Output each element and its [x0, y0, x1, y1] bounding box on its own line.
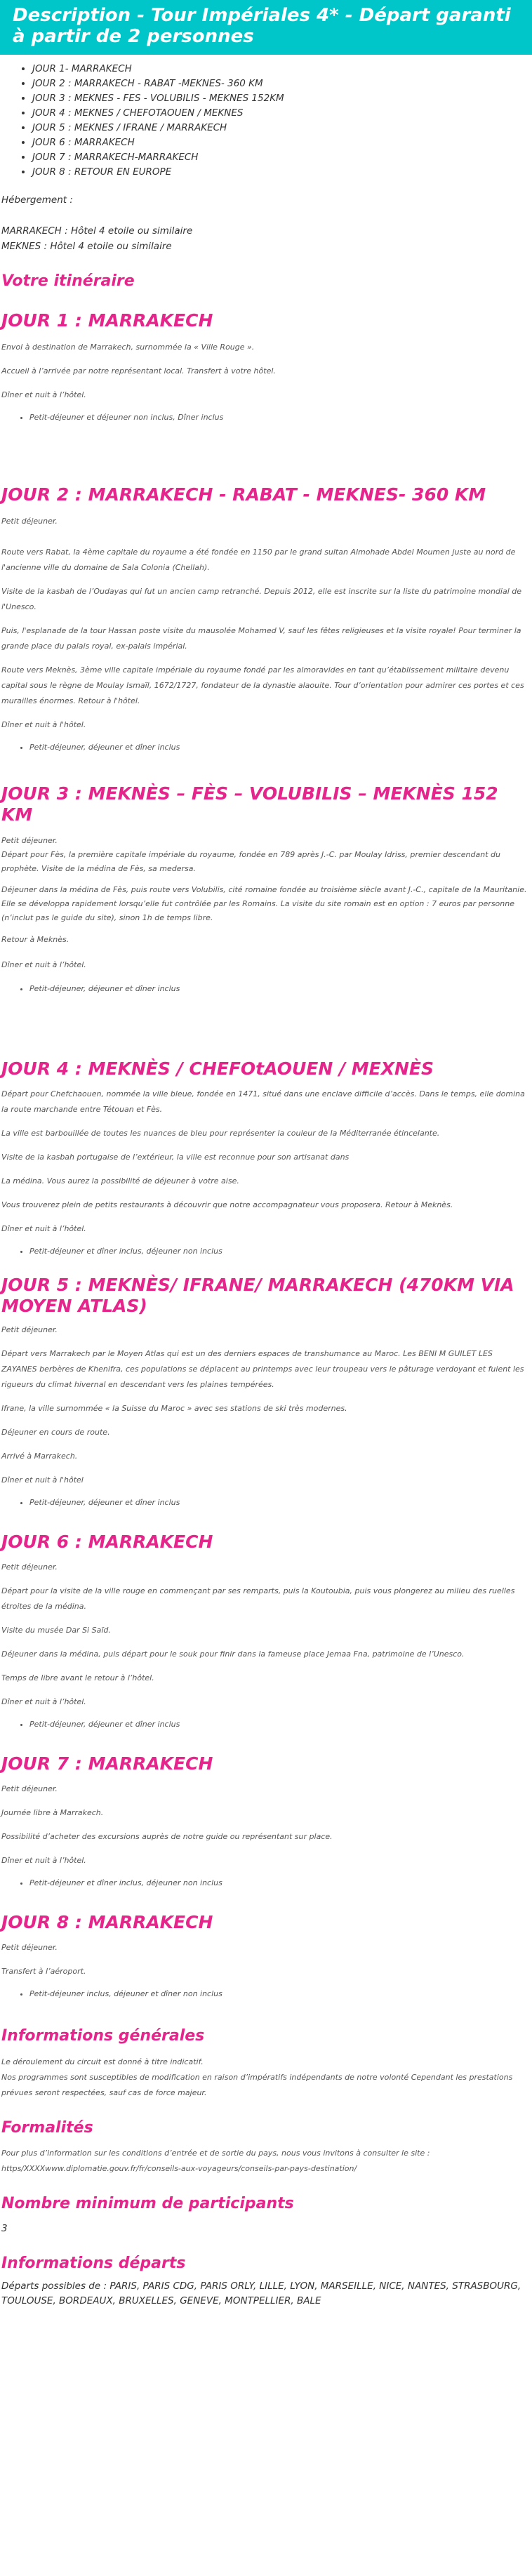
day-title: JOUR 1 : MARRAKECH [1, 310, 213, 331]
day-paragraph: Route vers Rabat, la 4ème capitale du royaume a été fondée en 1150 par le grand sultan Almohade Abdel Moumen juste au nord de l'ancienne ville du domaine de Sala Colonia (Chellah). [1, 547, 516, 573]
formalites-link[interactable]: https/XXXXwww.diplomatie.gouv.fr/fr/conseils-aux-voyageurs/conseils-par-pays-destination/ [1, 2163, 357, 2173]
day-paragraph: Accueil à l’arrivée par notre représentant local. Transfert à votre hôtel. [1, 366, 276, 376]
section-title: Formalités [1, 2118, 93, 2137]
day-title: JOUR 7 : MARRAKECH [1, 1753, 213, 1774]
day-paragraph: Départ vers Marrakech par le Moyen Atlas qui est un des derniers espaces de transhumance au Maroc. Les BENI M GUILET LES ZAYANES berbères de Khenifra, ces populations se déplacent au printemps avec leur troupeau vers le pâturage verdoyant et fuient les rigueurs du climat hivernal en descendant vers les plaines tempérées. [1, 1349, 524, 1390]
day-paragraph: Journée libre à Marrakech. [1, 1808, 104, 1818]
day-6 [1, 1532, 529, 1732]
min-participants [1, 2195, 529, 2236]
day-3 [1, 783, 529, 997]
day-paragraph: Visite de la kasbah de l’Oudayas qui fut un ancien camp retranché. Depuis 2012, elle est inscrite sur la liste du patrimoine mondial de l'Unesco. [1, 587, 522, 612]
hebergement-line: MARRAKECH : Hôtel 4 etoile ou similaire [1, 225, 193, 237]
day-5 [1, 1275, 529, 1511]
hebergement-line: MEKNES : Hôtel 4 etoile ou similaire [1, 240, 172, 252]
day-paragraph: Déjeuner dans la médina, puis départ pour le souk pour finir dans la fameuse place Jemaa Fna, patrimoine de l’Unesco. [1, 1649, 465, 1659]
day-paragraph: La médina. Vous aurez la possibilité de déjeuner à votre aise. [1, 1176, 239, 1186]
itinerary-title: Votre itinéraire [1, 272, 135, 290]
summary-item: • JOUR 2 : MARRAKECH - RABAT -MEKNES- 360 KM [32, 77, 529, 91]
day-paragraph: Envol à destination de Marrakech, surnommée la « Ville Rouge ». [1, 343, 255, 352]
day-8 [1, 1912, 529, 2002]
hebergement-list [1, 223, 529, 254]
day-paragraph: Petit déjeuner. [1, 1562, 58, 1572]
content [0, 62, 532, 2309]
page-banner [0, 0, 532, 55]
section-text: Pour plus d’information sur les conditions d’entrée et de sortie du pays, nous vous invitons à consulter le site : [1, 2148, 430, 2158]
day-paragraph: Petit déjeuner. [1, 1943, 58, 1953]
section-title: Nombre minimum de participants [1, 2194, 294, 2212]
day-paragraph: Dîner et nuit à l'hôtel. [1, 720, 86, 730]
day-paragraph: Possibilité d’acheter des excursions auprès de notre guide ou représentant sur place. [1, 1832, 333, 1842]
day-paragraph: Vous trouverez plein de petits restaurants à découvrir que notre accompagnateur vous proposera. Retour à Meknès. [1, 1200, 453, 1210]
summary-item: • JOUR 6 : MARRAKECH [32, 135, 529, 150]
day-paragraph: Dîner et nuit à l’hôtel. [1, 1697, 86, 1707]
day-paragraph: Déjeuner en cours de route. [1, 1428, 110, 1438]
formalites [1, 2119, 529, 2177]
day-4 [1, 1058, 529, 1259]
meals-info: • Petit-déjeuner, déjeuner et dîner inclus [29, 1717, 529, 1732]
day-title: JOUR 6 : MARRAKECH [1, 1532, 213, 1553]
summary-item: • JOUR 1- MARRAKECH [32, 62, 529, 77]
day-paragraph: Ifrane, la ville surnommée « la Suisse du Maroc » avec ses stations de ski très modernes. [1, 1404, 347, 1414]
day-paragraph: La ville est barbouillée de toutes les nuances de bleu pour représenter la couleur de la Méditerranée étincelante. [1, 1129, 440, 1138]
summary-item: • JOUR 5 : MEKNES / IFRANE / MARRAKECH [32, 121, 529, 135]
day-paragraph: Route vers Meknès, 3ème ville capitale impériale du royaume fondé par les almoravides en tant qu’établissement militaire devenu capital sous le règne de Moulay Ismaïl, 1672/1727, fondateur de la dynastie alaouite. Tour d’orientation pour admirer ces portes et ces murailles énormes. Retour à l'hôtel. [1, 665, 524, 706]
day-paragraph: Visite de la kasbah portugaise de l’extérieur, la ville est reconnue pour son artisanat dans [1, 1153, 350, 1162]
summary-list [1, 62, 529, 180]
day-paragraph: Dîner et nuit à l’hôtel. [1, 1856, 86, 1866]
day-paragraph: Dîner et nuit à l'hôtel [1, 1475, 84, 1485]
summary-item: • JOUR 4 : MEKNES / CHEFOTAOUEN / MEKNES [32, 106, 529, 121]
summary-item: • JOUR 7 : MARRAKECH-MARRAKECH [32, 150, 529, 165]
day-paragraph: Puis, l'esplanade de la tour Hassan poste visite du mausolée Mohamed V, sauf les fêtes religieuses et la visite royale! Pour terminer la grande place du palais royal, ex-palais impérial. [1, 626, 521, 651]
day-paragraph: Visite du musée Dar Si Saïd. [1, 1626, 111, 1635]
section-text: Nos programmes sont susceptibles de modification en raison d’impératifs indépendants de notre volonté Cependant les prestations prévues seront respectées, sauf cas de force majeur. [1, 2072, 513, 2097]
day-7 [1, 1753, 529, 1891]
day-1 [1, 310, 529, 425]
day-paragraph: Départ pour Chefchaouen, nommée la ville bleue, fondée en 1471, situé dans une enclave difficile d’accès. Dans le temps, elle domina la route marchande entre Tétouan et Fès. [1, 1089, 525, 1115]
departs-text: Départs possibles de : PARIS, PARIS CDG, PARIS ORLY, LILLE, LYON, MARSEILLE, NICE, NANTES, STRASBOURG, TOULOUSE, BORDEAUX, BRUXELLES, GENEVE, MONTPELLIER, BALE [1, 2280, 521, 2306]
day-paragraph: Départ pour la visite de la ville rouge en commençant par ses remparts, puis la Koutoubia, puis vous plongerez au milieu des ruelles étroites de la médina. [1, 1586, 515, 1612]
day-title: JOUR 5 : MEKNÈS/ IFRANE/ MARRAKECH (470KM VIA MOYEN ATLAS) [1, 1275, 514, 1317]
day-paragraph: Petit déjeuner. [1, 517, 58, 526]
day-paragraph: Dîner et nuit à l’hôtel. [1, 960, 86, 970]
day-paragraph: Petit déjeuner. [1, 1325, 58, 1335]
day-paragraph: Déjeuner dans la médina de Fès, puis route vers Volubilis, cité romaine fondée au troisième siècle avant J.-C., capitale de la Mauritanie. Elle se développa rapidement lorsqu’elle fut contrôlée par les Romains. La visite du site romain est en option : 7 euros par personne (n’inclut pas le guide du site), sinon 1h de temps libre. [1, 885, 527, 923]
info-departs [1, 2255, 529, 2308]
day-paragraph: Temps de libre avant le retour à l’hôtel. [1, 1673, 154, 1683]
meals-info: • Petit-déjeuner et déjeuner non inclus, Dîner inclus [29, 410, 529, 425]
section-title: Informations départs [1, 2255, 186, 2273]
day-paragraph: Dîner et nuit à l’hôtel. [1, 390, 86, 400]
day-paragraph: Petit déjeuner. [1, 836, 58, 846]
day-title: JOUR 2 : MARRAKECH - RABAT - MEKNES- 360 KM [1, 484, 486, 505]
day-paragraph: Dîner et nuit à l’hôtel. [1, 1224, 86, 1234]
day-title: JOUR 3 : MEKNÈS – FÈS – VOLUBILIS – MEKNÈS 152 KM [1, 783, 498, 825]
meals-info: • Petit-déjeuner et dîner inclus, déjeuner non inclus [29, 1244, 529, 1259]
summary-item: • JOUR 8 : RETOUR EN EUROPE [32, 165, 529, 180]
day-title: JOUR 4 : MEKNÈS / CHEFOtAOUEN / MEXNÈS [1, 1058, 434, 1080]
banner-title: Description - Tour Impériales 4* - Départ garanti à partir de 2 personnes [13, 5, 511, 47]
info-generales [1, 2027, 529, 2100]
meals-info: • Petit-déjeuner, déjeuner et dîner inclus [29, 1495, 529, 1511]
day-2 [1, 484, 529, 755]
meals-info: • Petit-déjeuner inclus, déjeuner et dîner non inclus [29, 1986, 529, 2002]
summary-item: • JOUR 3 : MEKNES - FES - VOLUBILIS - MEKNES 152KM [32, 91, 529, 106]
section-title: Informations générales [1, 2027, 205, 2045]
hebergement-label: Hébergement : [1, 194, 73, 206]
meals-info: • Petit-déjeuner, déjeuner et dîner inclus [29, 740, 529, 755]
day-paragraph: Petit déjeuner. [1, 1784, 58, 1794]
min-participants-value: 3 [1, 2223, 8, 2235]
meals-info: • Petit-déjeuner et dîner inclus, déjeuner non inclus [29, 1875, 529, 1891]
day-paragraph: Retour à Meknès. [1, 935, 69, 945]
day-title: JOUR 8 : MARRAKECH [1, 1912, 213, 1933]
day-paragraph: Arrivé à Marrakech. [1, 1452, 78, 1461]
meals-info: • Petit-déjeuner, déjeuner et dîner inclus [29, 981, 529, 997]
day-paragraph: Transfert à l’aéroport. [1, 1967, 86, 1977]
section-text: Le déroulement du circuit est donné à titre indicatif. [1, 2057, 204, 2066]
day-paragraph: Départ pour Fès, la première capitale impériale du royaume, fondée en 789 après J.-C. par Moulay Idriss, premier descendant du prophète. Visite de la médina de Fès, sa medersa. [1, 850, 500, 874]
